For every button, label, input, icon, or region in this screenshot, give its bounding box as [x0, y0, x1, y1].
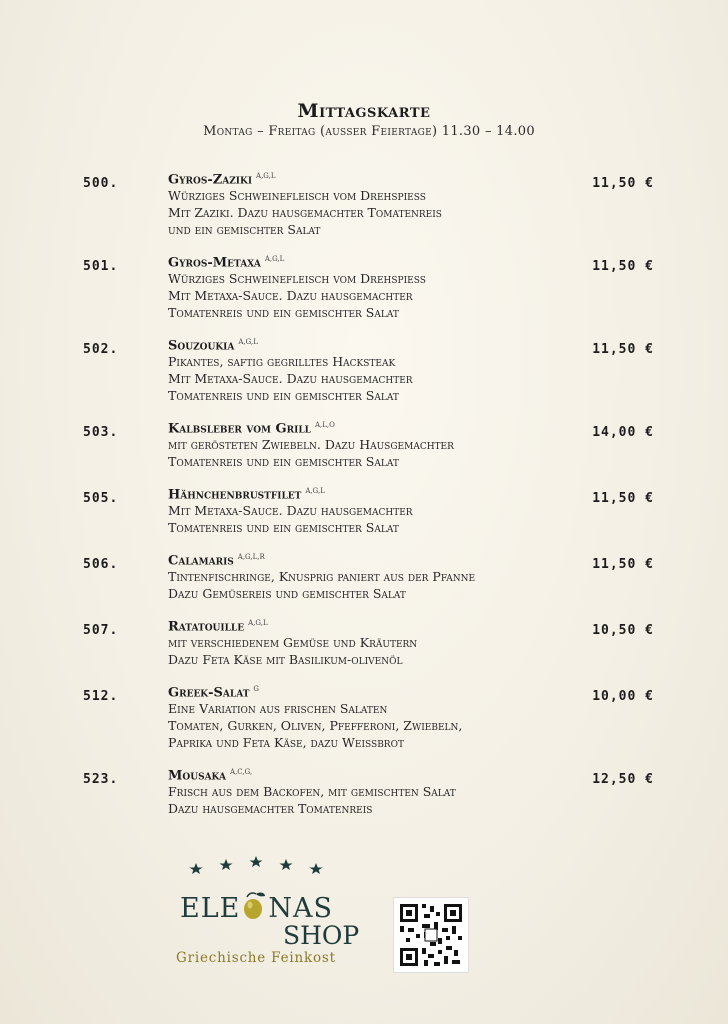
item-description-line: Mit Zaziki. Dazu hausgemachter Tomatenreis	[168, 204, 442, 220]
item-price: 10,50 €	[592, 623, 654, 638]
qr-code-icon[interactable]	[393, 897, 469, 973]
item-number: 523.	[83, 772, 119, 787]
item-body	[168, 764, 568, 818]
item-description-line: Pikantes, saftig gegrilltes Hacksteak	[168, 354, 396, 370]
logo-word-right: NAS	[268, 893, 333, 924]
item-body	[168, 483, 568, 537]
item-allergens: A,L,O	[314, 421, 335, 429]
item-description-line: Tomatenreis und ein gemischter Salat	[168, 304, 399, 320]
item-description-line: Tintenfischringe, Knusprig paniert aus der Pfanne	[168, 569, 476, 585]
item-number: 505.	[83, 491, 119, 506]
menu-header	[0, 100, 728, 139]
page-title: Mittagskarte	[297, 100, 431, 122]
logo-shop-text: SHOP	[283, 921, 360, 950]
item-name	[168, 615, 568, 635]
item-description-line: Frisch aus dem Backofen, mit gemischten Salat	[168, 784, 456, 800]
item-number: 503.	[83, 425, 119, 440]
item-number: 500.	[83, 176, 119, 191]
item-description-line: mit verschiedenem Gemüse und Kräutern	[168, 635, 418, 651]
item-body	[168, 168, 568, 238]
item-name	[168, 764, 568, 784]
item-allergens: A,G,L	[256, 172, 276, 180]
item-number: 507.	[83, 623, 119, 638]
item-name-text: Souzoukia	[168, 338, 235, 354]
item-description-line: Dazu Feta Käse mit Basilikum-olivenöl	[168, 651, 403, 667]
item-price: 11,50 €	[592, 491, 654, 506]
item-name	[168, 168, 568, 188]
item-description-line: Paprika und Feta Käse, dazu Weissbrot	[168, 734, 404, 750]
item-description-line: Würziges Schweinefleisch vom Drehspiess	[168, 271, 426, 287]
opening-hours: Montag – Freitag (ausser Feiertage) 11.30 – 14.00	[203, 124, 535, 139]
item-number: 502.	[83, 342, 119, 357]
item-name-text: Hähnchenbrustfilet	[168, 487, 302, 503]
item-description-line: Tomatenreis und ein gemischter Salat	[168, 387, 399, 403]
item-name	[168, 417, 568, 437]
item-name-text: Gyros-Metaxa	[168, 255, 261, 271]
logo-wordmark	[180, 891, 333, 924]
item-name-text: Mousaka	[168, 768, 227, 784]
elenas-shop-logo	[170, 855, 370, 975]
item-allergens: G	[253, 685, 259, 693]
item-name	[168, 483, 568, 503]
item-description-line: Eine Variation aus frischen Salaten	[168, 701, 388, 717]
logo-word-left: ELE	[180, 893, 241, 924]
item-body	[168, 681, 568, 751]
item-body	[168, 549, 568, 603]
item-price: 11,50 €	[592, 176, 654, 191]
item-number: 506.	[83, 557, 119, 572]
item-allergens: A,G,L	[264, 255, 285, 263]
item-allergens: A,G,L	[248, 619, 268, 627]
item-description-line: Mit Metaxa-Sauce. Dazu hausgemachter	[168, 503, 413, 519]
item-price: 11,50 €	[592, 342, 654, 357]
item-body	[168, 615, 568, 669]
item-description-line: mit gerösteten Zwiebeln. Dazu Hausgemachter	[168, 437, 454, 453]
item-price: 14,00 €	[592, 425, 654, 440]
item-name-text: Kalbsleber vom Grill	[168, 421, 311, 437]
item-description-line: Tomatenreis und ein gemischter Salat	[168, 453, 399, 469]
item-allergens: A,G,L,R	[237, 553, 265, 561]
item-description-line: Tomaten, Gurken, Oliven, Pfefferoni, Zwiebeln,	[168, 717, 463, 733]
item-name-text: Greek-Salat	[168, 685, 250, 701]
item-name-text: Calamaris	[168, 553, 234, 569]
item-price: 11,50 €	[592, 557, 654, 572]
item-description-line: Dazu hausgemachter Tomatenreis	[168, 800, 373, 816]
item-name	[168, 549, 568, 569]
item-allergens: A,C,G,	[230, 768, 253, 776]
item-name-text: Gyros-Zaziki	[168, 172, 253, 188]
item-description-line: Würziges Schweinefleisch vom Drehspiess	[168, 188, 426, 204]
item-description-line: Mit Metaxa-Sauce. Dazu hausgemachter	[168, 287, 413, 303]
item-description-line: Dazu Gemüsereis und gemischter Salat	[168, 585, 406, 601]
item-body	[168, 251, 568, 321]
item-body	[168, 417, 568, 471]
item-name	[168, 334, 568, 354]
item-body	[168, 334, 568, 404]
item-description-line: Tomatenreis und ein gemischter Salat	[168, 519, 399, 535]
item-name-text: Ratatouille	[168, 619, 245, 635]
item-price: 10,00 €	[592, 689, 654, 704]
olive-icon	[241, 891, 267, 921]
item-number: 512.	[83, 689, 119, 704]
item-allergens: A,G,L	[238, 338, 258, 346]
stars-icon	[188, 855, 323, 877]
logo-tagline: Griechische Feinkost	[176, 950, 336, 966]
qr-code-graphic	[394, 898, 468, 972]
item-allergens: A,G,L	[305, 487, 325, 495]
item-price: 11,50 €	[592, 259, 654, 274]
item-name	[168, 681, 568, 701]
item-name	[168, 251, 568, 271]
item-description-line: und ein gemischter Salat	[168, 221, 321, 237]
item-number: 501.	[83, 259, 119, 274]
item-description-line: Mit Metaxa-Sauce. Dazu hausgemachter	[168, 370, 413, 386]
item-price: 12,50 €	[592, 772, 654, 787]
